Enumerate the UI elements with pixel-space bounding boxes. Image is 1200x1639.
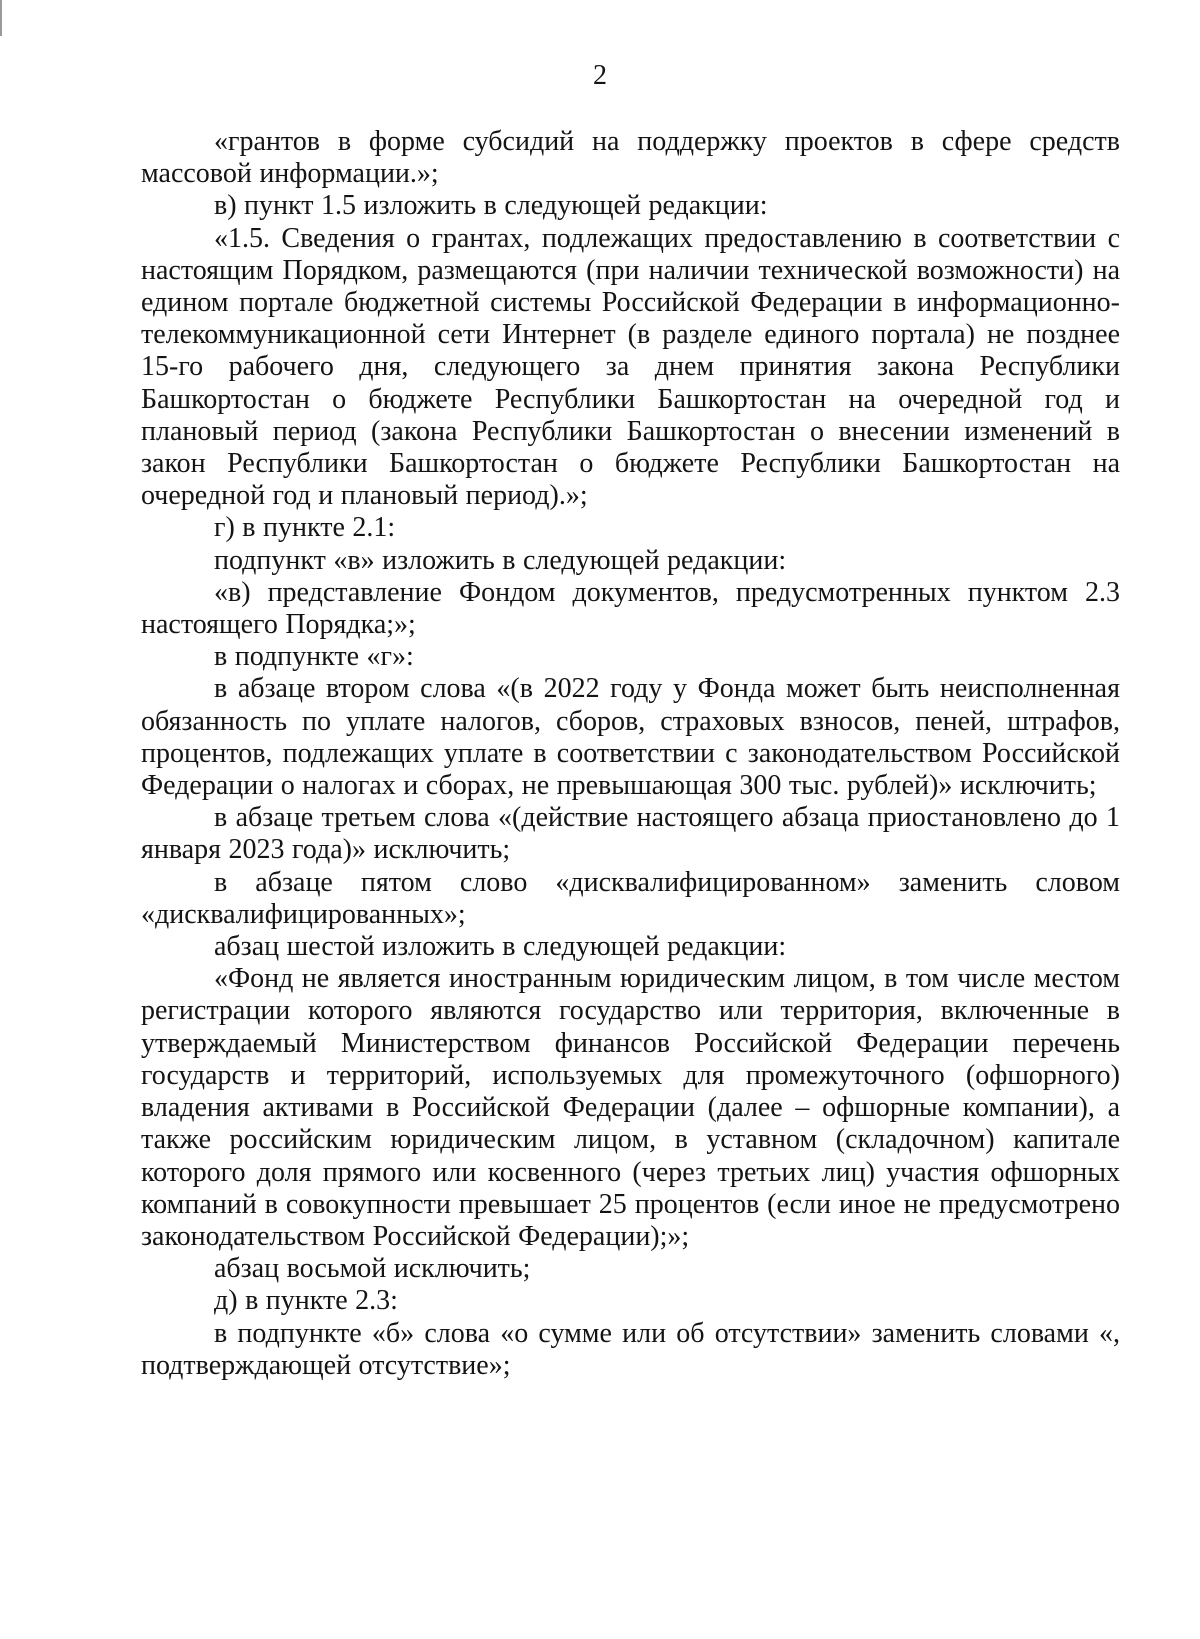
paragraph-abzac-sixth-heading: абзац шестой изложить в следующей редакции:: [214, 931, 787, 963]
paragraph-subitem-g-heading: в подпункте «г»:: [214, 641, 414, 673]
paragraph-subitem-v-text: «в) представление Фондом документов, предусмотренных пунктом 2.3 настоящего Порядка;»;: [141, 576, 1120, 641]
scan-edge-mark: [0, 0, 2, 36]
paragraph-item-g-heading: г) в пункте 2.1:: [214, 512, 396, 544]
paragraph-abzac-sixth-text: «Фонд не является иностранным юридическим лицом, в том числе местом регистрации которого являются государство или территория, включенные в утверждаемый Министерством финансов Российской Федерации перечень государств и территорий, используемых для промежуточного (офшорного) владения активами в Российской Федерации (далее – офшорные компании), а также российским юридическим лицом, в уставном (складочном) капитале которого доля прямого или косвенного (через третьих лиц) участия офшорных компаний в совокупности превышает 25 процентов (если иное не предусмотрено законодательством Российской Федерации);»;: [141, 963, 1120, 1252]
page-number: 2: [593, 60, 607, 91]
document-body: [141, 126, 1120, 1382]
paragraph-item-v-heading: в) пункт 1.5 изложить в следующей редакции:: [214, 190, 768, 222]
paragraph-subitem-v-heading: подпункт «в» изложить в следующей редакции:: [214, 544, 787, 576]
paragraph-point-1-5: «1.5. Сведения о грантах, подлежащих предоставлению в соответствии с настоящим Порядком, размещаются (при наличии технической возможности) на едином портале бюджетной системы Российской Федерации в информационно-телекоммуникационной сети Интернет (в разделе единого портала) не позднее 15-го рабочего дня, следующего за днем принятия закона Республики Башкортостан о бюджете Республики Башкортостан на очередной год и плановый период (закона Республики Башкортостан о внесении изменений в закон Республики Башкортостан о бюджете Республики Башкортостан на очередной год и плановый период).»;: [141, 222, 1120, 512]
paragraph-abzac-eighth: абзац восьмой исключить;: [214, 1253, 531, 1285]
paragraph-abzac-second: в абзаце втором слова «(в 2022 году у Фонда может быть неисполненная обязанность по уплате налогов, сборов, страховых взносов, пеней, штрафов, процентов, подлежащих уплате в соответствии с законодательством Российской Федерации о налогах и сборах, не превышающая 300 тыс. рублей)» исключить;: [141, 673, 1120, 802]
paragraph-subitem-b-text: в подпункте «б» слова «о сумме или об отсутствии» заменить словами «, подтверждающей отсутствие»;: [141, 1317, 1120, 1381]
paragraph-abzac-fifth: в абзаце пятом слово «дисквалифицированном» заменить словом «дисквалифицированных»;: [141, 866, 1120, 930]
paragraph-grants-continuation: «грантов в форме субсидий на поддержку проектов в сфере средств массовой информации.»;: [141, 126, 1120, 190]
paragraph-item-d-heading: д) в пункте 2.3:: [214, 1285, 398, 1317]
paragraph-abzac-third: в абзаце третьем слова «(действие настоящего абзаца приостановлено до 1 января 2023 года)» исключить;: [141, 802, 1120, 866]
